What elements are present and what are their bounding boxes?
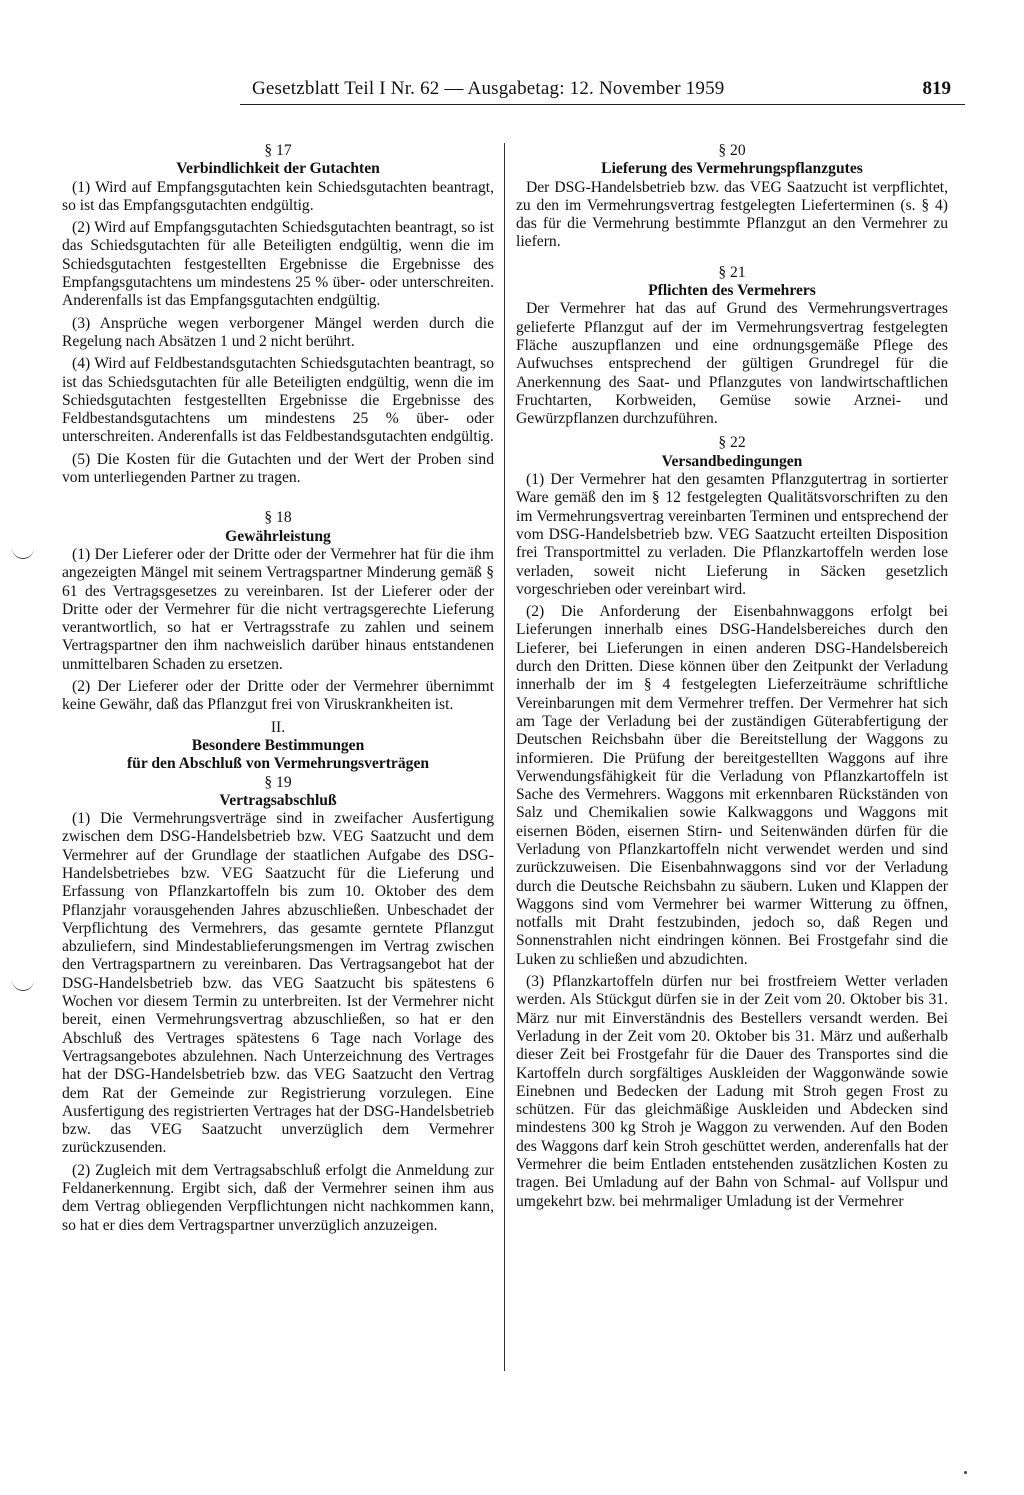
paragraph: (1) Wird auf Empfangsgutachten kein Schiedsgutachten beantragt, so ist das Empfangsgutachten endgültig. bbox=[62, 178, 494, 214]
right-column bbox=[516, 142, 948, 1215]
section-title: Pflichten des Vermehrers bbox=[648, 282, 816, 300]
section-number: § 22 bbox=[718, 434, 746, 452]
header-rule bbox=[240, 104, 965, 105]
page-number: 819 bbox=[922, 78, 951, 99]
section-18 bbox=[62, 509, 494, 714]
margin-check-mark bbox=[12, 978, 34, 991]
left-column bbox=[62, 142, 494, 1239]
gazette-title: Gesetzblatt Teil I Nr. 62 — Ausgabetag: 12. November 1959 bbox=[252, 78, 725, 99]
paragraph: (3) Pflanzkartoffeln dürfen nur bei frostfreiem Wetter verladen werden. Als Stückgut dürfen sie in der Zeit vom 20. Oktober bis 31. März nur mit Einverständnis des Bestellers versandt werden. Bei Verladung in der Zeit vom 20. Oktober bis 31. März und außerhalb dieser Zeit bei Frostgefahr für die Dauer des Transportes sind die Kartoffeln durch sorgfältiges Auskleiden der Waggonwände sowie Einebnen und Bedecken der Ladung mit Stroh gegen Frost zu schützen. Für das gleichmäßige Auskleiden und Abdecken sind mindestens 300 kg Stroh je Waggon zu verwenden. Auf den Boden des Waggons darf kein Stroh geschüttet werden, anderenfalls hat der Vermehrer die beim Entladen entstehenden zusätzlichen Kosten zu tragen. Bei Umladung auf der Bahn von Schmal- auf Vollspur und umgekehrt bzw. bei mehrmaliger Umladung ist der Vermehrer bbox=[516, 973, 948, 1210]
section-number: § 18 bbox=[264, 509, 292, 527]
paragraph: (1) Der Vermehrer hat den gesamten Pflanzgutertrag in sortierter Ware gemäß den im § 12 festgelegten Qualitätsvorschriften zu den im Vermehrungsvertrag vereinbarten Terminen und entsprechend der vom DSG-Handelsbetrieb bzw. VEG Saatzucht erteilten Disposition frei Transportmittel zu verladen. Die Pflanzkartoffeln werden lose verladen, soweit nicht Lieferung in Säcken gesetzlich vorgeschrieben oder vereinbart wird. bbox=[516, 471, 948, 598]
paragraph: Der DSG-Handelsbetrieb bzw. das VEG Saatzucht ist verpflichtet, zu den im Vermehrungsvertrag festgelegten Lieferterminen (s. § 4) das für die Vermehrung bestimmte Pflanzgut an den Vermehrer zu liefern. bbox=[516, 178, 948, 251]
section-number: § 19 bbox=[264, 773, 292, 791]
paragraph: (1) Die Vermehrungsverträge sind in zweifacher Ausfertigung zwischen dem DSG-Handelsbetrieb bzw. VEG Saatzucht und dem Vermehrer auf der Grundlage der staatlichen Aufgabe des DSG-Handelsbetriebes bzw. VEG Saatzucht für die Lieferung und Erfassung von Pflanzkartoffeln bis zum 10. Oktober des dem Pflanzjahr vorausgehenden Jahres abzuschließen. Unbeschadet der Verpflichtung des Vermehrers, das gesamte gerntete Pflanzgut abzuliefern, sind Mindestablieferungsmengen im Vertrag zwischen den Vertragspartnern zu vereinbaren. Das Vertragsangebot hat der DSG-Handelsbetrieb bzw. das VEG Saatzucht bis spätestens 6 Wochen vor diesem Termin zu unterbreiten. Ist der Vermehrer nicht bereit, einen Vermehrungsvertrag abzuschließen, so hat er den Abschluß des Vertrages spätestens 6 Tage nach Vorlage des Vertragsangebotes abzulehnen. Nach Unterzeichnung des Vertrages hat der DSG-Handelsbetrieb bzw. das VEG Saatzucht den Vertrag dem Rat der Gemeinde zur Registrierung vorzulegen. Eine Ausfertigung des registrierten Vertrages hat der DSG-Handelsbetrieb bzw. das VEG Saatzucht unverzüglich dem Vermehrer zurückzusenden. bbox=[62, 810, 494, 1157]
paragraph: (1) Der Lieferer oder der Dritte oder der Vermehrer hat für die ihm angezeigten Mängel mit seinem Vertragspartner Minderung gemäß § 61 des Vertragsgesetzes zu vereinbaren. Ist der Lieferer oder der Dritte oder der Vermehrer für die nicht vertragsgerechte Lieferung verantwortlich, so hat er Vertragsstrafe zu zahlen und seinem Vertragspartner den ihm nachweislich darüber hinaus entstandenen unmittelbaren Schaden zu ersetzen. bbox=[62, 545, 494, 673]
column-divider bbox=[504, 143, 505, 1371]
page-header bbox=[240, 78, 965, 108]
section-number: § 21 bbox=[718, 263, 746, 281]
section-20 bbox=[516, 142, 948, 252]
paragraph: Der Vermehrer hat das auf Grund des Vermehrungsvertrages gelieferte Pflanzgut auf der im Vermehrungsvertrag festgelegten Fläche auszupflanzen und eine ordnungsgemäße Pflege des Aufwuchses entsprechend der gültigen Grundregel für die Anerkennung des Saat- und Pflanzgutes von landwirtschaftlichen Fruchtarten, Korbweiden, Gemüse sowie Arznei- und Gewürzpflanzen durchzuführen. bbox=[516, 300, 948, 428]
section-title: Verbindlichkeit der Gutachten bbox=[176, 160, 380, 178]
spacer bbox=[516, 256, 948, 264]
section-17 bbox=[62, 142, 494, 487]
section-number: § 17 bbox=[264, 142, 292, 159]
paragraph: (3) Ansprüche wegen verborgener Mängel werden durch die Regelung nach Absätzen 1 und 2 nicht berührt. bbox=[62, 314, 494, 350]
scan-speck bbox=[964, 1471, 967, 1474]
section-21 bbox=[516, 264, 948, 429]
margin-check-mark bbox=[12, 546, 34, 559]
section-title: Gewährleistung bbox=[225, 527, 331, 545]
paragraph: (2) Die Anforderung der Eisenbahnwaggons erfolgt bei Lieferungen innerhalb eines DSG-Handelsbereiches durch den Lieferer, bei Lieferungen in einen anderen DSG-Handelsbereich durch den Dritten. Diese können über den Zeitpunkt der Verladung innerhalb der im § 4 festgelegten Lieferzeiträume schriftliche Vereinbarungen mit dem Vermehrer treffen. Der Vermehrer hat sich am Tage der Verladung bei der zuständigen Güterabfertigung der Deutschen Reichsbahn über die Bereitstellung der Waggons zu informieren. Die Prüfung der bereitgestellten Waggons auf ihre Verwendungsfähigkeit für die Verladung von Pflanzkartoffeln ist Sache des Vermehrers. Waggons mit erkennbaren Rückständen von Salz und Chemikalien sowie Kalkwaggons und Waggons mit eisernen Böden, eisernen Stirn- und Seitenwänden dürfen für die Verladung von Pflanzkartoffeln nicht verwendet werden und sind zurückzuweisen. Die Eisenbahnwaggons sind vor der Verladung durch die Deutsche Reichsbahn zu säubern. Luken und Klappen der Waggons sind vom Vermehrer bei warmer Witterung zu öffnen, notfalls mit Draht festzubinden, jedoch so, daß Regen und Sonnenstrahlen nicht eindringen können. Bei Frostgefahr sind die Luken zu schließen und abzudichten. bbox=[516, 603, 948, 968]
section-title: Versandbedingungen bbox=[661, 452, 803, 470]
section-title: Lieferung des Vermehrungspflanzgutes bbox=[601, 160, 863, 178]
part-number: II. bbox=[270, 718, 286, 736]
section-22 bbox=[516, 434, 948, 1210]
part-2-heading bbox=[62, 719, 494, 774]
paragraph: (4) Wird auf Feldbestandsgutachten Schiedsgutachten beantragt, so ist das Schiedsgutachten für alle Beteiligten endgültig, wenn die im Schiedsgutachten festgestellten Ergebnisse die Ergebnisse des Feldbestandsgutachtens um mindestens 25 % über- oder unterschreiten. Anderenfalls ist das Feldbestandsgutachten endgültig. bbox=[62, 355, 494, 446]
paragraph: (2) Der Lieferer oder der Dritte oder der Vermehrer übernimmt keine Gewähr, daß das Pflanzgut frei von Viruskrankheiten ist. bbox=[62, 678, 494, 714]
section-title: Vertragsabschluß bbox=[219, 791, 337, 809]
part-title-line: für den Abschluß von Vermehrungsverträgen bbox=[126, 755, 430, 773]
paragraph: (5) Die Kosten für die Gutachten und der Wert der Proben sind vom unterliegenden Partner zu tragen. bbox=[62, 450, 494, 487]
part-title-line: Besondere Bestimmungen bbox=[191, 736, 365, 754]
spacer bbox=[62, 491, 494, 509]
section-19 bbox=[62, 774, 494, 1235]
section-number: § 20 bbox=[718, 142, 746, 159]
paragraph: (2) Zugleich mit dem Vertragsabschluß erfolgt die Anmeldung zur Feldanerkennung. Ergibt sich, daß der Vermehrer seinen ihm aus dem Vertrag obliegenden Verpflichtungen nicht nachkommen kann, so hat er dies dem Vertragspartner unverzüglich anzuzeigen. bbox=[62, 1161, 494, 1234]
paragraph: (2) Wird auf Empfangsgutachten Schiedsgutachten beantragt, so ist das Schiedsgutachten für alle Beteiligten endgültig, wenn die im Schiedsgutachten festgestellten Ergebnisse die Ergebnisse des Empfangsgutachtens um mindestens 25 % über- oder unterschreiten. Anderenfalls ist das Empfangsgutachten endgültig. bbox=[62, 219, 494, 310]
